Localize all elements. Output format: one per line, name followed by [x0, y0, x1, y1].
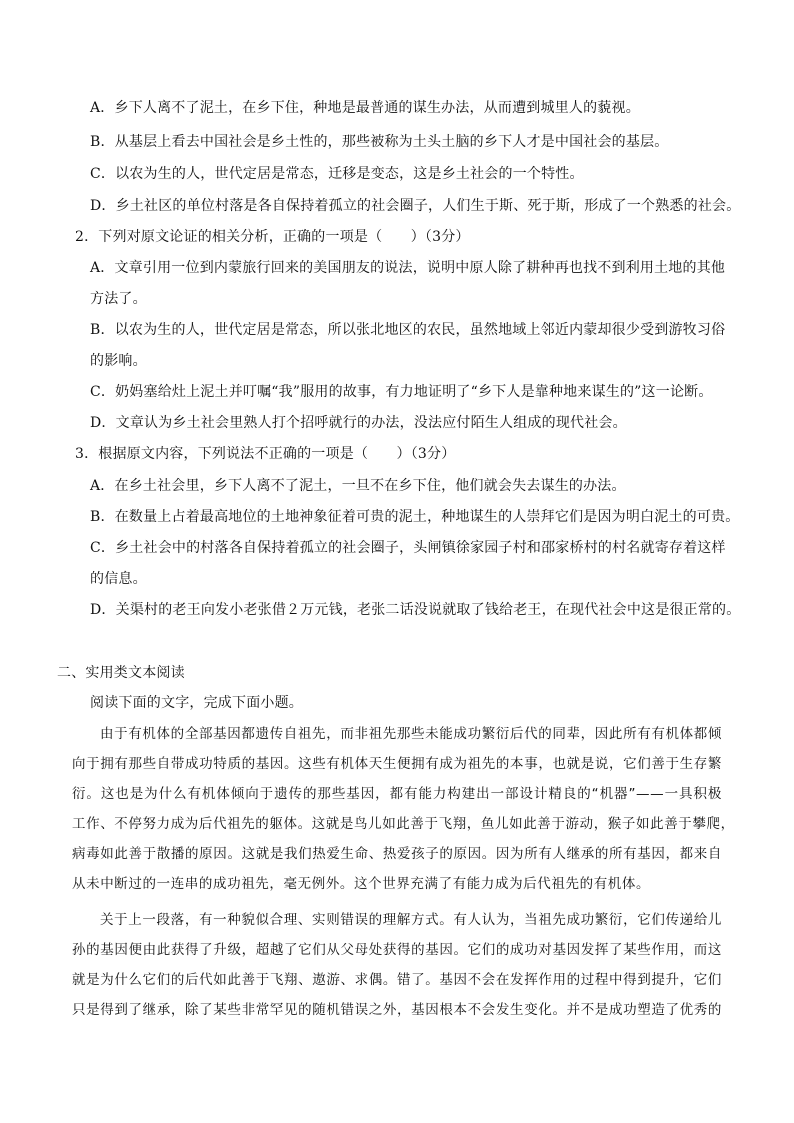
section-title: 二、实用类文本阅读 [57, 665, 185, 681]
q2-option-a-cont: 方法了。 [90, 291, 147, 307]
section-intro: 阅读下面的文字，完成下面小题。 [90, 695, 303, 711]
paragraph-1-line: 工作、不停努力成为后代祖先的躯体。这就是鸟儿如此善于飞翔，鱼儿如此善于游动，猴子如此善于攀爬， [72, 816, 735, 832]
paragraph-2-line: 关于上一段落，有一种貌似合理、实则错误的理解方式。有人认为，当祖先成功繁衍，它们传递给儿 [100, 912, 722, 928]
paragraph-1-line: 从未中断过的一连串的成功祖先，毫无例外。这个世界充满了有能力成为后代祖先的有机体。 [72, 876, 651, 892]
q3-option-c: C．乡土社会中的村落各自保持着孤立的社会圈子，头闸镇徐家园子村和邵家桥村的村名就寄存着这样 [90, 540, 726, 556]
q2-option-b-cont: 的影响。 [90, 353, 147, 369]
q2-stem: 2．下列对原文论证的相关分析，正确的一项是（ ）（3分） [75, 229, 470, 245]
paragraph-1-line: 衍。这也是为什么有机体倾向于遗传的那些基因，都有能力构建出一部设计精良的“机器”——一具积极 [72, 786, 722, 802]
q3-stem: 3．根据原文内容，下列说法不正确的一项是（ ）（3分） [75, 446, 456, 462]
paragraph-1-line: 由于有机体的全部基因都遗传自祖先，而非祖先那些未能成功繁衍后代的同辈，因此所有有机体都倾 [100, 726, 722, 742]
q2-option-c: C．奶妈塞给灶上泥土并叮嘱“我”服用的故事，有力地证明了“乡下人是靠种地来谋生的”这一论断。 [90, 384, 713, 400]
q2-option-b: B．以农为生的人，世代定居是常态，所以张北地区的农民，虽然地域上邻近内蒙却很少受到游牧习俗 [90, 322, 726, 338]
paragraph-2-line: 就是为什么它们的后代如此善于飞翔、遨游、求偶。错了。基因不会在发挥作用的过程中得到提升，它们 [72, 972, 722, 988]
paragraph-2-line: 孙的基因便由此获得了升级，超越了它们从父母处获得的基因。它们的成功对基因发挥了某些作用，而这 [72, 942, 722, 958]
q3-option-d: D．关渠村的老王向发小老张借２万元钱，老张二话没说就取了钱给老王，在现代社会中这是很正常的。 [90, 602, 741, 618]
paragraph-1-line: 病毒如此善于散播的原因。这就是我们热爱生命、热爱孩子的原因。因为所有人继承的所有基因，都来自 [72, 846, 722, 862]
q3-option-c-cont: 的信息。 [90, 571, 147, 587]
q3-option-a: A．在乡土社会里，乡下人离不了泥土，一旦不在乡下住，他们就会失去谋生的办法。 [90, 478, 626, 494]
q1-option-a: A．乡下人离不了泥土，在乡下住，种地是最普通的谋生办法，从而遭到城里人的藐视。 [90, 100, 640, 116]
q2-option-a: A．文章引用一位到内蒙旅行回来的美国朋友的说法，说明中原人除了耕种再也找不到利用土地的其他 [90, 260, 726, 276]
q2-option-d: D．文章认为乡土社会里熟人打个招呼就行的办法，没法应付陌生人组成的现代社会。 [90, 415, 627, 431]
q1-option-c: C．以农为生的人，世代定居是常态，迁移是变态，这是乡土社会的一个特性。 [90, 166, 584, 182]
q3-option-b: B．在数量上占着最高地位的土地神象征着可贵的泥土，种地谋生的人崇拜它们是因为明白泥土的可贵。 [90, 509, 740, 525]
paragraph-1-line: 向于拥有那些自带成功特质的基因。这些有机体天生便拥有成为祖先的本事，也就是说，它们善于生存繁 [72, 756, 722, 772]
paragraph-2-line: 只是得到了继承，除了某些非常罕见的随机错误之外，基因根本不会发生变化。并不是成功塑造了优秀的 [72, 1002, 722, 1018]
q1-option-d: D．乡土社区的单位村落是各自保持着孤立的社会圈子，人们生于斯、死于斯，形成了一个熟悉的社会。 [90, 198, 741, 214]
q1-option-b: B．从基层上看去中国社会是乡土性的，那些被称为土头土脑的乡下人才是中国社会的基层。 [90, 134, 669, 150]
